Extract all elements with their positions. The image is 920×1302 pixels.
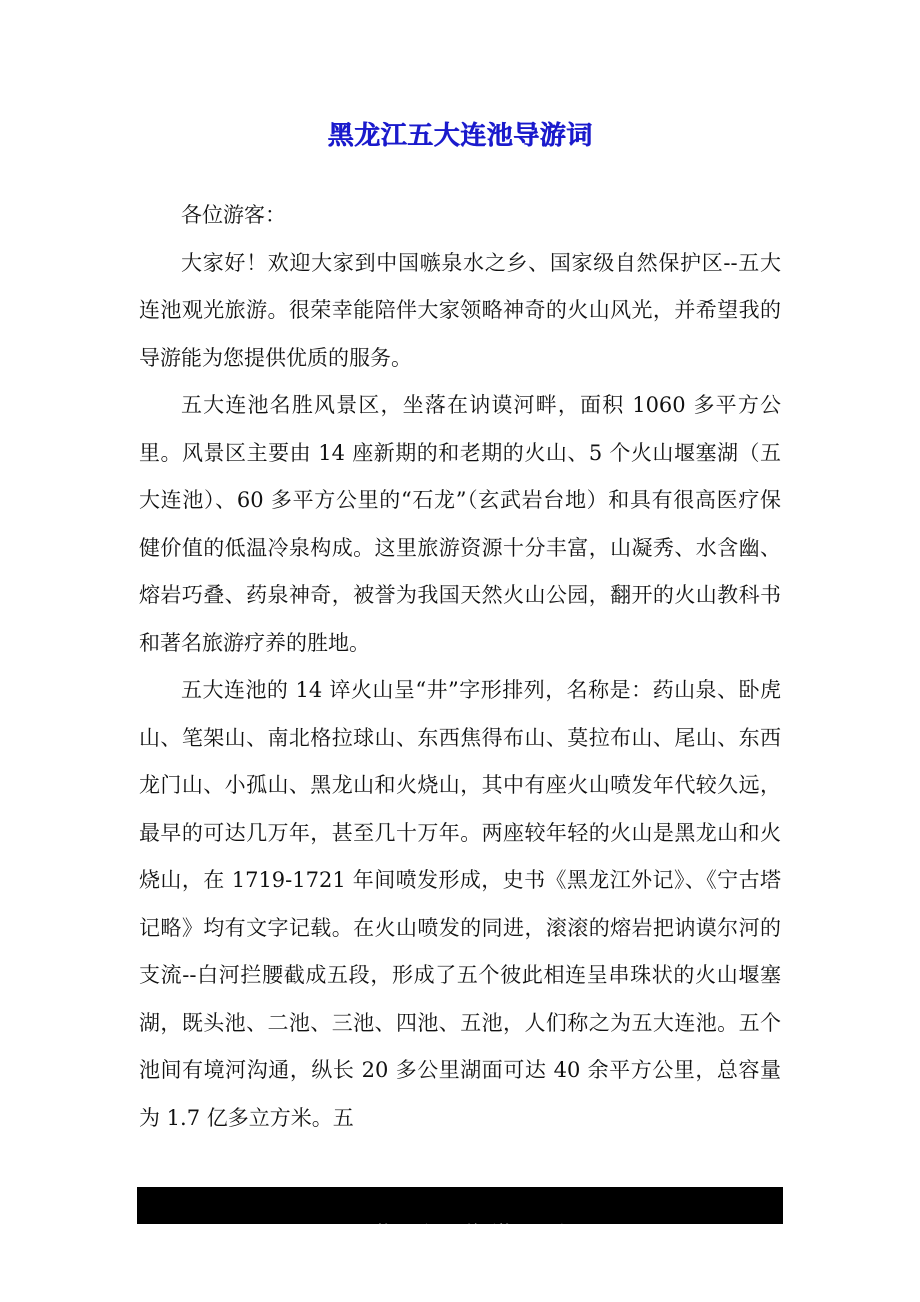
paragraph-greeting: 各位游客： xyxy=(181,203,286,227)
paragraph-welcome: 大家好！欢迎大家到中国嗾泉水之乡、国家级自然保护区--五大连池观光旅游。很荣幸能陪伴大家领略神奇的火山风光，并希望我的导游能为您提供优质的服务。 xyxy=(139,250,781,370)
paragraph-scenic-area: 五大连池名胜风景区，坐落在讷谟河畔，面积 1060 多平方公里。风景区主要由 14 座新期的和老期的火山、5 个火山堰塞湖（五大连池）、60 多平方公里的“石龙”（玄武岩台地）和具有很高医疗保健价值的低温冷泉构成。这里旅游资源十分丰富，山凝秀、水含幽、熔岩巧叠、药泉神奇，被誉为我国天然火山公园，翻开的火山教科书和著名旅游疗养的胜地。 xyxy=(139,393,781,655)
page-number-text: 第 1 页 / 总页数 40 页 xyxy=(376,1222,565,1241)
paragraph-volcanoes: 五大连池的 14 谇火山呈“井”字形排列，名称是：药山泉、卧虎山、笔架山、南北格拉球山、东西焦得布山、莫拉布山、尾山、东西龙门山、小孤山、黑龙山和火烧山，其中有座火山喷发年代较久远，最早的可达几万年，甚至几十万年。两座较年轻的火山是黑龙山和火烧山，在 1719-1721 年间喷发形成，史书《黑龙江外记》、《宁古塔记略》均有文字记载。在火山喷发的同进，滚滚的熔岩把讷谟尔河的支流--白河拦腰截成五段，形成了五个彼此相连呈串珠状的火山堰塞湖，既头池、二池、三池、四池、五池，人们称之为五大连池。五个池间有境河沟通，纵长 20 多公里湖面可达 40 余平方公里，总容量为 1.7 亿多立方米。五 xyxy=(139,678,781,1130)
document-body xyxy=(139,192,781,1142)
page-footer xyxy=(137,1187,783,1241)
document-title: 黑龙江五大连池导游词 xyxy=(327,121,593,151)
